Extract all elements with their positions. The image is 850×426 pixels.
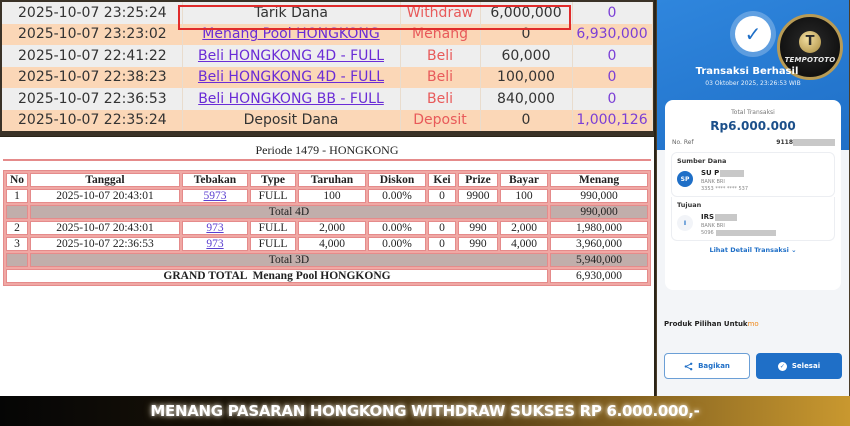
col-no: No bbox=[6, 173, 28, 187]
history-debit: 840,000 bbox=[480, 88, 572, 110]
source-name-wrap bbox=[701, 169, 748, 177]
history-date: 2025-10-07 22:36:53 bbox=[2, 88, 182, 110]
cell-prize: 990 bbox=[458, 221, 498, 235]
produk-suffix: mo bbox=[747, 320, 759, 328]
cell-no: 2 bbox=[6, 221, 28, 235]
cell-bayar: 2,000 bbox=[500, 221, 548, 235]
chevron-down-icon: ⌄ bbox=[791, 246, 797, 254]
cell-taruhan: 2,000 bbox=[298, 221, 366, 235]
destination-account bbox=[677, 213, 829, 236]
cell-no: 3 bbox=[6, 237, 28, 251]
history-credit: 0 bbox=[572, 45, 652, 67]
tebakan-link[interactable]: 5973 bbox=[203, 190, 227, 202]
col-prize: Prize bbox=[458, 173, 498, 187]
destination-section bbox=[671, 197, 835, 241]
cell-tebakan bbox=[182, 221, 248, 235]
subtotal-label: Total 3D bbox=[30, 253, 548, 267]
history-row bbox=[2, 45, 652, 67]
share-button[interactable] bbox=[664, 353, 750, 379]
history-kind: Beli bbox=[400, 88, 480, 110]
history-credit: 0 bbox=[572, 88, 652, 110]
history-kind: Menang bbox=[400, 24, 480, 46]
history-debit: 6,000,000 bbox=[480, 2, 572, 24]
cell-type: FULL bbox=[250, 237, 296, 251]
destination-name-wrap bbox=[701, 213, 776, 221]
divider bbox=[3, 159, 651, 161]
destination-heading: Tujuan bbox=[677, 201, 702, 209]
logo-emblem-icon: T bbox=[799, 31, 821, 53]
cell-diskon: 0.00% bbox=[368, 189, 426, 203]
cell-tanggal: 2025-10-07 22:36:53 bbox=[30, 237, 180, 251]
history-table bbox=[2, 2, 653, 131]
history-debit: 60,000 bbox=[480, 45, 572, 67]
receipt-card bbox=[665, 100, 841, 290]
history-desc-link[interactable]: Beli HONGKONG 4D - FULL bbox=[197, 47, 385, 64]
cell-menang: 1,980,000 bbox=[550, 221, 648, 235]
done-label: Selesai bbox=[791, 362, 821, 370]
destination-bank: BANK BRI bbox=[701, 222, 725, 229]
history-date: 2025-10-07 23:23:02 bbox=[2, 24, 182, 46]
history-desc bbox=[182, 45, 400, 67]
history-desc: Deposit Dana bbox=[182, 110, 400, 132]
total-amount: Rp6.000.000 bbox=[710, 119, 796, 133]
source-heading: Sumber Dana bbox=[677, 157, 727, 165]
result-row bbox=[6, 221, 648, 235]
cell-diskon: 0.00% bbox=[368, 221, 426, 235]
redaction-mask bbox=[793, 139, 835, 146]
redaction-mask bbox=[720, 170, 744, 177]
subtotal-value: 990,000 bbox=[550, 205, 648, 219]
success-datetime: 03 Oktober 2025, 23:26:53 WIB bbox=[705, 80, 801, 87]
source-account bbox=[677, 169, 829, 192]
cell-bayar: 100 bbox=[500, 189, 548, 203]
cell-type: FULL bbox=[250, 221, 296, 235]
source-account-number: 3353 **** **** 537 bbox=[701, 186, 749, 192]
redaction-mask bbox=[716, 230, 776, 236]
cell-kei: 0 bbox=[428, 221, 456, 235]
cell-tebakan bbox=[182, 189, 248, 203]
cell-diskon: 0.00% bbox=[368, 237, 426, 251]
result-header-row bbox=[6, 173, 648, 187]
history-desc-link[interactable]: Beli HONGKONG BB - FULL bbox=[198, 90, 384, 107]
history-desc bbox=[182, 88, 400, 110]
promo-banner bbox=[0, 396, 850, 426]
cell-empty bbox=[6, 205, 28, 219]
subtotal-value: 5,940,000 bbox=[550, 253, 648, 267]
history-kind: Deposit bbox=[400, 110, 480, 132]
receipt-screen bbox=[657, 0, 849, 396]
history-kind: Beli bbox=[400, 67, 480, 89]
tebakan-link[interactable]: 973 bbox=[206, 238, 224, 250]
cell-kei: 0 bbox=[428, 237, 456, 251]
source-section bbox=[671, 152, 835, 197]
transaction-history bbox=[0, 0, 654, 136]
grand-total-row bbox=[6, 269, 648, 283]
redaction-mask bbox=[715, 214, 737, 221]
total-label: Total Transaksi bbox=[731, 109, 775, 116]
cell-taruhan: 100 bbox=[298, 189, 366, 203]
cell-tanggal: 2025-10-07 20:43:01 bbox=[30, 221, 180, 235]
col-kei: Kei bbox=[428, 173, 456, 187]
history-date: 2025-10-07 22:35:24 bbox=[2, 110, 182, 132]
cell-kei: 0 bbox=[428, 189, 456, 203]
source-avatar: SP bbox=[677, 171, 693, 187]
history-date: 2025-10-07 23:25:24 bbox=[2, 2, 182, 24]
col-menang: Menang bbox=[550, 173, 648, 187]
col-bayar: Bayar bbox=[500, 173, 548, 187]
history-desc bbox=[182, 67, 400, 89]
history-date: 2025-10-07 22:41:22 bbox=[2, 45, 182, 67]
result-row bbox=[6, 237, 648, 251]
history-desc-link[interactable]: Menang Pool HONGKONG bbox=[202, 26, 380, 43]
result-table bbox=[3, 170, 651, 286]
history-debit: 100,000 bbox=[480, 67, 572, 89]
col-tebakan: Tebakan bbox=[182, 173, 248, 187]
result-panel bbox=[0, 137, 654, 396]
tebakan-link[interactable]: 973 bbox=[206, 222, 224, 234]
col-diskon: Diskon bbox=[368, 173, 426, 187]
produk-label: Produk Pilihan Untuk bbox=[664, 320, 748, 328]
destination-account-number: 5096 bbox=[701, 230, 714, 236]
history-row bbox=[2, 24, 652, 46]
grand-total-value: 6,930,000 bbox=[550, 269, 648, 283]
produk-heading bbox=[664, 320, 759, 328]
subtotal-label: Total 4D bbox=[30, 205, 548, 219]
history-row bbox=[2, 88, 652, 110]
ref-label: No. Ref bbox=[672, 139, 694, 146]
phone-receipt bbox=[656, 0, 850, 396]
cell-menang: 3,960,000 bbox=[550, 237, 648, 251]
history-kind: Withdraw bbox=[400, 2, 480, 24]
history-credit: 0 bbox=[572, 67, 652, 89]
grand-total-label: GRAND TOTAL Menang Pool HONGKONG bbox=[6, 269, 548, 283]
history-desc: Tarik Dana bbox=[182, 2, 400, 24]
result-row bbox=[6, 189, 648, 203]
cell-prize: 990 bbox=[458, 237, 498, 251]
history-kind: Beli bbox=[400, 45, 480, 67]
ref-value-wrap bbox=[776, 139, 835, 146]
col-tanggal: Tanggal bbox=[30, 173, 180, 187]
success-title: Transaksi Berhasil bbox=[695, 66, 799, 77]
history-credit: 1,000,126 bbox=[572, 110, 652, 132]
subtotal-row-3d bbox=[6, 253, 648, 267]
history-credit: 0 bbox=[572, 2, 652, 24]
cell-tebakan bbox=[182, 237, 248, 251]
cell-taruhan: 4,000 bbox=[298, 237, 366, 251]
periode-title: Periode 1479 - HONGKONG bbox=[255, 143, 399, 157]
history-credit: 6,930,000 bbox=[572, 24, 652, 46]
check-icon: ✓ bbox=[735, 16, 771, 52]
destination-account-wrap bbox=[701, 230, 776, 236]
source-bank: BANK BRI bbox=[701, 178, 725, 185]
subtotal-row-4d bbox=[6, 205, 648, 219]
col-type: Type bbox=[250, 173, 296, 187]
view-detail-label: Lihat Detail Transaksi bbox=[709, 246, 789, 254]
history-row bbox=[2, 2, 652, 24]
history-desc-link[interactable]: Beli HONGKONG 4D - FULL bbox=[197, 69, 385, 86]
ref-row bbox=[665, 139, 841, 146]
history-date: 2025-10-07 22:38:23 bbox=[2, 67, 182, 89]
banner-text: MENANG PASARAN HONGKONG WITHDRAW SUKSES RP 6.000.000,- bbox=[150, 402, 700, 420]
cell-bayar: 4,000 bbox=[500, 237, 548, 251]
cell-tanggal: 2025-10-07 20:43:01 bbox=[30, 189, 180, 203]
history-row bbox=[2, 67, 652, 89]
cell-empty bbox=[6, 253, 28, 267]
check-circle-icon: ✓ bbox=[779, 362, 785, 370]
cell-menang: 990,000 bbox=[550, 189, 648, 203]
cell-type: FULL bbox=[250, 189, 296, 203]
ref-value: 9118 bbox=[776, 139, 793, 146]
history-desc bbox=[182, 24, 400, 46]
done-button[interactable] bbox=[756, 353, 842, 379]
history-row bbox=[2, 110, 652, 132]
col-taruhan: Taruhan bbox=[298, 173, 366, 187]
destination-avatar: I bbox=[677, 215, 693, 231]
history-debit: 0 bbox=[480, 110, 572, 132]
share-icon bbox=[684, 362, 693, 371]
share-label: Bagikan bbox=[698, 362, 730, 370]
source-name: SU P bbox=[701, 169, 720, 177]
view-detail-link[interactable] bbox=[665, 246, 841, 254]
logo-text: TEMPOTOTO bbox=[784, 55, 836, 64]
destination-name: IRS bbox=[701, 213, 715, 221]
cell-no: 1 bbox=[6, 189, 28, 203]
history-debit: 0 bbox=[480, 24, 572, 46]
cell-prize: 9900 bbox=[458, 189, 498, 203]
